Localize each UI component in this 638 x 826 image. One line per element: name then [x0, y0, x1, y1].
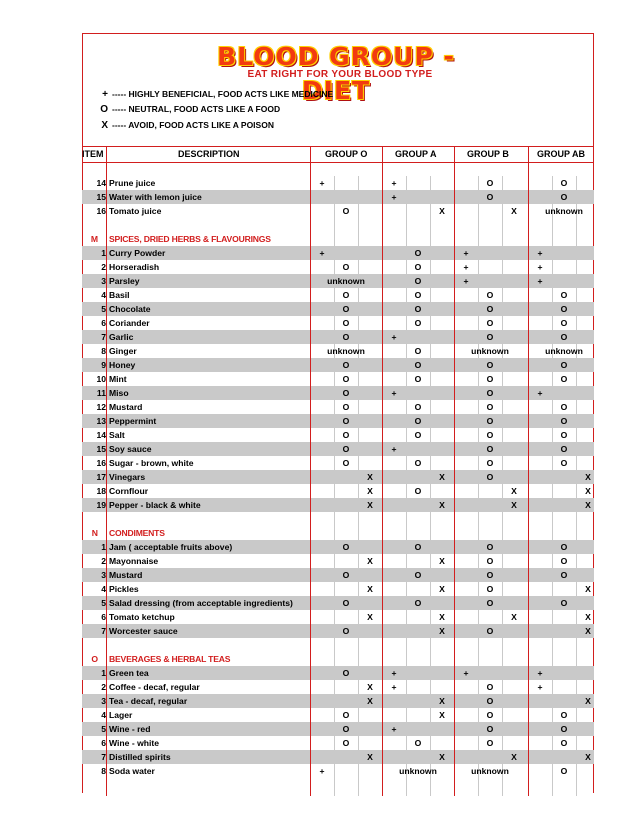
item-description: Pickles	[109, 584, 139, 594]
group-o-value: O	[342, 262, 350, 272]
item-description: Water with lemon juice	[109, 192, 202, 202]
section-title: BEVERAGES & HERBAL TEAS	[109, 654, 231, 664]
group-ab-value: O	[560, 738, 568, 748]
item-number: 4	[101, 290, 106, 300]
item-description: Peppermint	[109, 416, 157, 426]
group-a-value: O	[414, 262, 422, 272]
group-a-value: +	[391, 178, 397, 188]
column-separator	[310, 146, 311, 796]
group-ab-value: +	[537, 248, 543, 258]
group-b-value: O	[486, 416, 494, 426]
table-row	[82, 386, 594, 400]
group-ab-value: O	[560, 402, 568, 412]
item-number: 19	[96, 500, 106, 510]
group-b-value: O	[486, 584, 494, 594]
group-b-value: O	[486, 374, 494, 384]
group-a-value: unknown	[399, 766, 437, 776]
group-a-value: X	[439, 696, 445, 706]
group-ab-value: X	[585, 696, 591, 706]
group-b-value: X	[511, 486, 517, 496]
group-b-value: X	[511, 206, 517, 216]
group-ab-value: O	[560, 290, 568, 300]
group-o-value: +	[319, 178, 325, 188]
group-ab-value: O	[560, 192, 568, 202]
group-ab-value: O	[560, 570, 568, 580]
item-description: Mint	[109, 374, 127, 384]
legend-avoid	[88, 117, 274, 133]
table-row	[82, 470, 594, 484]
group-a-value: O	[414, 290, 422, 300]
group-a-value: X	[439, 206, 445, 216]
item-description: Basil	[109, 290, 130, 300]
table-row	[82, 456, 594, 470]
item-number: 8	[101, 346, 106, 356]
group-ab-value: O	[560, 318, 568, 328]
table-row	[82, 582, 594, 596]
item-description: Tea - decaf, regular	[109, 696, 188, 706]
group-o-value: O	[342, 374, 350, 384]
group-a-value: X	[439, 612, 445, 622]
group-b-value: O	[486, 682, 494, 692]
item-number: 4	[101, 710, 106, 720]
group-b-value: O	[486, 696, 494, 706]
spacer-row	[82, 512, 594, 526]
group-a-value: +	[391, 388, 397, 398]
group-b-value: O	[486, 738, 494, 748]
group-o-value: O	[342, 430, 350, 440]
table-row	[82, 274, 594, 288]
item-number: 3	[101, 696, 106, 706]
item-number: 9	[101, 360, 106, 370]
group-b-value: O	[486, 542, 494, 552]
group-ab-value: O	[560, 178, 568, 188]
group-o-value: X	[367, 556, 373, 566]
item-description: Tomato ketchup	[109, 612, 175, 622]
group-o-value: O	[342, 206, 350, 216]
group-b-value: O	[486, 458, 494, 468]
item-description: Salad dressing (from acceptable ingredients)	[109, 598, 293, 608]
group-b-value: unknown	[471, 346, 509, 356]
group-ab-value: unknown	[545, 206, 583, 216]
item-description: Salt	[109, 430, 125, 440]
group-b-value: O	[486, 304, 494, 314]
group-a-value: +	[391, 444, 397, 454]
legend-text: ----- HIGHLY BENEFICIAL, FOOD ACTS LIKE MEDICINE	[112, 89, 334, 99]
group-a-value: X	[439, 472, 445, 482]
table-header	[82, 146, 594, 163]
group-ab-value: X	[585, 486, 591, 496]
group-ab-value: O	[560, 458, 568, 468]
group-ab-value: +	[537, 262, 543, 272]
group-a-value: +	[391, 332, 397, 342]
item-description: Soy sauce	[109, 444, 152, 454]
group-ab-value: +	[537, 668, 543, 678]
group-a-value: X	[439, 626, 445, 636]
group-b-value: O	[486, 556, 494, 566]
item-description: Curry Powder	[109, 248, 166, 258]
table-row	[82, 736, 594, 750]
item-description: Mayonnaise	[109, 556, 159, 566]
legend-symbol: X	[101, 120, 108, 131]
group-b-value: X	[511, 752, 517, 762]
item-description: Wine - red	[109, 724, 151, 734]
group-a-value: O	[414, 304, 422, 314]
group-o-value: unknown	[327, 346, 365, 356]
group-b-value: O	[486, 626, 494, 636]
group-a-value: O	[414, 374, 422, 384]
item-description: Tomato juice	[109, 206, 162, 216]
item-number: 6	[101, 318, 106, 328]
group-b-value: +	[463, 668, 469, 678]
group-o-value: O	[342, 360, 350, 370]
table-row	[82, 330, 594, 344]
item-number: 6	[101, 612, 106, 622]
group-b-value: +	[463, 248, 469, 258]
table-row	[82, 484, 594, 498]
item-number: 14	[96, 178, 106, 188]
section-title: CONDIMENTS	[109, 528, 165, 538]
item-description: Coriander	[109, 318, 150, 328]
item-description: Miso	[109, 388, 129, 398]
item-number: 6	[101, 738, 106, 748]
table-row	[82, 554, 594, 568]
column-separator	[454, 146, 455, 796]
item-number: 5	[101, 724, 106, 734]
item-number: 7	[101, 332, 106, 342]
group-o-value: X	[367, 696, 373, 706]
item-number: 15	[96, 192, 106, 202]
table-row	[82, 400, 594, 414]
item-number: 2	[101, 556, 106, 566]
item-description: Chocolate	[109, 304, 151, 314]
item-description: Wine - white	[109, 738, 160, 748]
legend-symbol: +	[102, 89, 108, 100]
group-b-value: O	[486, 178, 494, 188]
table-row	[82, 358, 594, 372]
item-number: 17	[96, 472, 106, 482]
section-header	[82, 232, 594, 246]
item-description: Honey	[109, 360, 136, 370]
item-description: Coffee - decaf, regular	[109, 682, 200, 692]
section-letter: O	[91, 654, 98, 664]
table-row	[82, 442, 594, 456]
group-o-value: X	[367, 612, 373, 622]
item-description: Soda water	[109, 766, 155, 776]
item-number: 16	[96, 206, 106, 216]
group-ab-value: O	[560, 766, 568, 776]
group-a-value: O	[414, 542, 422, 552]
legend-neutral	[88, 101, 280, 117]
group-o-value: +	[319, 248, 325, 258]
group-a-value: X	[439, 584, 445, 594]
group-a-value: +	[391, 682, 397, 692]
group-o-value: O	[342, 444, 350, 454]
group-o-value: O	[342, 738, 350, 748]
group-a-value: +	[391, 192, 397, 202]
group-ab-value: +	[537, 682, 543, 692]
group-b-value: X	[511, 500, 517, 510]
item-description: Prune juice	[109, 178, 156, 188]
group-a-value: X	[439, 500, 445, 510]
group-b-value: O	[486, 402, 494, 412]
group-o-value: X	[367, 682, 373, 692]
page-title: BLOOD GROUP - DIET	[217, 42, 455, 105]
group-a-value: O	[414, 402, 422, 412]
item-number: 7	[101, 752, 106, 762]
table-row	[82, 372, 594, 386]
table-row	[82, 498, 594, 512]
legend-beneficial	[88, 86, 333, 102]
header-item: ITEM	[82, 149, 104, 159]
group-b-value: O	[486, 290, 494, 300]
group-ab-value: X	[585, 584, 591, 594]
group-a-value: O	[414, 248, 422, 258]
table-row	[82, 568, 594, 582]
group-ab-value: X	[585, 626, 591, 636]
group-b-value: unknown	[471, 766, 509, 776]
header-group-o: GROUP O	[325, 149, 368, 159]
table-row	[82, 414, 594, 428]
item-description: Cornflour	[109, 486, 149, 496]
group-ab-value: O	[560, 710, 568, 720]
item-description: Pepper - black & white	[109, 500, 201, 510]
table-row	[82, 428, 594, 442]
group-a-value: O	[414, 318, 422, 328]
group-o-value: O	[342, 318, 350, 328]
column-separator	[106, 146, 107, 796]
table-row	[82, 750, 594, 764]
group-ab-value: X	[585, 500, 591, 510]
table-row	[82, 344, 594, 358]
group-o-value: X	[367, 752, 373, 762]
item-description: Garlic	[109, 332, 134, 342]
group-o-value: O	[342, 416, 350, 426]
table-row	[82, 694, 594, 708]
item-description: Distilled spirits	[109, 752, 171, 762]
item-number: 18	[96, 486, 106, 496]
item-number: 15	[96, 444, 106, 454]
group-o-value: O	[342, 598, 350, 608]
table-row	[82, 316, 594, 330]
group-ab-value: O	[560, 542, 568, 552]
item-number: 14	[96, 430, 106, 440]
item-number: 2	[101, 262, 106, 272]
item-number: 16	[96, 458, 106, 468]
table-row	[82, 540, 594, 554]
group-a-value: +	[391, 724, 397, 734]
group-ab-value: X	[585, 612, 591, 622]
group-a-value: O	[414, 570, 422, 580]
table-row	[82, 708, 594, 722]
group-a-value: +	[391, 668, 397, 678]
header-group-b: GROUP B	[467, 149, 509, 159]
group-a-value: O	[414, 738, 422, 748]
item-description: Mustard	[109, 570, 143, 580]
group-ab-value: O	[560, 556, 568, 566]
group-ab-value: O	[560, 332, 568, 342]
table-row	[82, 204, 594, 218]
item-number: 3	[101, 570, 106, 580]
group-a-value: O	[414, 430, 422, 440]
group-a-value: O	[414, 598, 422, 608]
group-a-value: O	[414, 346, 422, 356]
group-ab-value: X	[585, 752, 591, 762]
group-ab-value: O	[560, 374, 568, 384]
item-description: Mustard	[109, 402, 143, 412]
table-row	[82, 610, 594, 624]
group-ab-value: O	[560, 360, 568, 370]
group-b-value: O	[486, 472, 494, 482]
item-description: Ginger	[109, 346, 137, 356]
group-a-value: O	[414, 276, 422, 286]
group-b-value: O	[486, 360, 494, 370]
group-o-value: X	[367, 584, 373, 594]
group-b-value: +	[463, 262, 469, 272]
item-description: Green tea	[109, 668, 149, 678]
column-separator	[528, 146, 529, 796]
item-description: Vinegars	[109, 472, 146, 482]
group-o-value: O	[342, 402, 350, 412]
item-description: Parsley	[109, 276, 140, 286]
table-row	[82, 666, 594, 680]
group-b-value: O	[486, 318, 494, 328]
group-b-value: X	[511, 612, 517, 622]
group-o-value: X	[367, 486, 373, 496]
spacer-row	[82, 638, 594, 652]
item-number: 5	[101, 304, 106, 314]
page-subtitle: EAT RIGHT FOR YOUR BLOOD TYPE	[247, 69, 433, 80]
header-description: DESCRIPTION	[178, 149, 240, 159]
group-o-value: +	[319, 766, 325, 776]
group-o-value: O	[342, 626, 350, 636]
group-a-value: O	[414, 458, 422, 468]
spacer-row	[82, 218, 594, 232]
section-header	[82, 652, 594, 666]
group-b-value: O	[486, 192, 494, 202]
group-o-value: O	[342, 542, 350, 552]
legend-symbol: O	[100, 104, 108, 115]
group-a-value: O	[414, 360, 422, 370]
item-description: Horseradish	[109, 262, 160, 272]
group-o-value: O	[342, 304, 350, 314]
header-group-ab: GROUP AB	[537, 149, 586, 159]
item-description: Sugar - brown, white	[109, 458, 194, 468]
item-number: 1	[101, 542, 106, 552]
group-b-value: O	[486, 388, 494, 398]
group-ab-value: +	[537, 388, 543, 398]
group-ab-value: O	[560, 416, 568, 426]
table-row	[82, 260, 594, 274]
section-header	[82, 526, 594, 540]
group-o-value: O	[342, 724, 350, 734]
group-o-value: O	[342, 458, 350, 468]
group-b-value: O	[486, 430, 494, 440]
group-o-value: O	[342, 290, 350, 300]
group-ab-value: O	[560, 724, 568, 734]
group-b-value: O	[486, 710, 494, 720]
group-ab-value: O	[560, 598, 568, 608]
group-b-value: O	[486, 724, 494, 734]
table-row	[82, 302, 594, 316]
group-a-value: O	[414, 486, 422, 496]
item-description: Worcester sauce	[109, 626, 178, 636]
table-row	[82, 190, 594, 204]
group-o-value: O	[342, 570, 350, 580]
table-row	[82, 624, 594, 638]
group-b-value: O	[486, 570, 494, 580]
group-o-value: O	[342, 332, 350, 342]
item-number: 1	[101, 248, 106, 258]
table-row	[82, 596, 594, 610]
item-number: 11	[96, 388, 106, 398]
group-b-value: O	[486, 598, 494, 608]
table-row	[82, 764, 594, 778]
group-ab-value: X	[585, 472, 591, 482]
group-ab-value: unknown	[545, 346, 583, 356]
item-number: 3	[101, 276, 106, 286]
group-b-value: O	[486, 332, 494, 342]
item-number: 12	[96, 402, 106, 412]
item-number: 4	[101, 584, 106, 594]
header-group-a: GROUP A	[395, 149, 437, 159]
item-number: 10	[96, 374, 106, 384]
group-o-value: unknown	[327, 276, 365, 286]
table-row	[82, 722, 594, 736]
group-ab-value: O	[560, 430, 568, 440]
table-row	[82, 176, 594, 190]
legend-text: ----- AVOID, FOOD ACTS LIKE A POISON	[112, 120, 274, 130]
group-o-value: O	[342, 710, 350, 720]
group-a-value: X	[439, 710, 445, 720]
item-number: 2	[101, 682, 106, 692]
group-a-value: X	[439, 752, 445, 762]
group-b-value: +	[463, 276, 469, 286]
group-b-value: O	[486, 444, 494, 454]
legend-text: ----- NEUTRAL, FOOD ACTS LIKE A FOOD	[112, 104, 281, 114]
item-description: Jam ( acceptable fruits above)	[109, 542, 233, 552]
section-title: SPICES, DRIED HERBS & FLAVOURINGS	[109, 234, 271, 244]
group-ab-value: O	[560, 304, 568, 314]
table-row	[82, 680, 594, 694]
item-description: Lager	[109, 710, 133, 720]
group-ab-value: +	[537, 276, 543, 286]
group-o-value: X	[367, 500, 373, 510]
item-number: 13	[96, 416, 106, 426]
section-letter: N	[91, 528, 98, 538]
group-o-value: X	[367, 472, 373, 482]
group-o-value: O	[342, 388, 350, 398]
group-a-value: X	[439, 556, 445, 566]
section-letter: M	[90, 234, 98, 244]
column-separator	[382, 146, 383, 796]
group-o-value: O	[342, 668, 350, 678]
item-number: 8	[101, 766, 106, 776]
item-number: 5	[101, 598, 106, 608]
table-row	[82, 288, 594, 302]
item-number: 1	[101, 668, 106, 678]
group-ab-value: O	[560, 444, 568, 454]
table-row	[82, 246, 594, 260]
item-number: 7	[101, 626, 106, 636]
group-a-value: O	[414, 416, 422, 426]
